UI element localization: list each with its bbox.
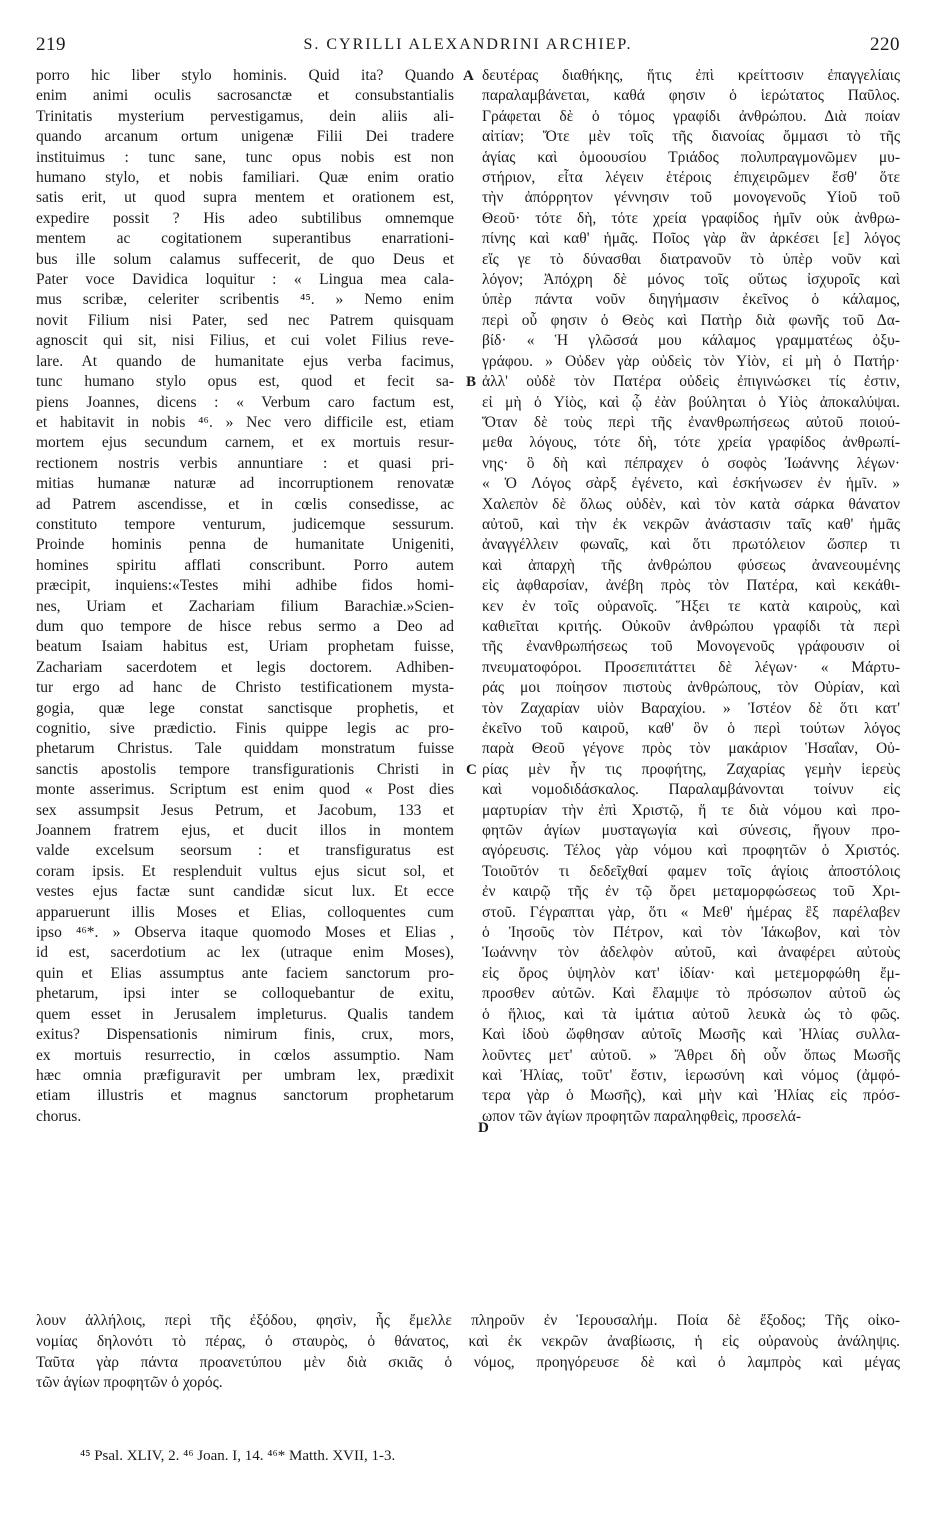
latin-text-line: nes, Uriam et Zachariam filium Barachiæ.»Scien-	[36, 597, 454, 615]
greek-text-line: παραλαμβάνεται, καθά φησιν ὁ ἱερώτατος Παῦλος.	[482, 87, 900, 105]
latin-text-line: apparuerunt illis Moses et Elias, colloquentes cum	[36, 903, 454, 921]
page-number-right: 220	[870, 34, 900, 55]
latin-text-line: quin et Elias assumptus ante faciem sanctorum pro-	[36, 964, 454, 982]
greek-text-line: Χαλεπὸν δὲ ὅλως οὐδὲν, καὶ τὸν κατὰ σάρκα θάνατον	[482, 495, 900, 513]
latin-text-line: cognitio, sive prædictio. Finis quippe legis ac pro-	[36, 720, 454, 737]
page-header	[36, 34, 900, 58]
latin-text-line: vestes ejus factæ sunt candidæ sicut lux. Et ecce	[36, 883, 454, 901]
latin-text-line: ad Patrem ascendisse, et in cœlis consedisse, ac	[36, 495, 454, 513]
latin-text-line: tunc humano stylo opus est, quod et fecit sa-	[36, 373, 454, 391]
latin-text-line: præcipit, inquiens:«Testes mihi adhibe fidos homi-	[36, 577, 454, 595]
latin-text-line: ex mortuis resurrectio, in cœlos assumptio. Nam	[36, 1046, 454, 1064]
greek-text-line: ράς μοι ποίησον πιστοὺς ἀνθρώπους, τὸν Οὐρίαν, καὶ	[482, 679, 900, 697]
latin-text-line: hæc omnia præfiguravit per umbram lex, prædixit	[36, 1066, 454, 1084]
greek-text-line: ἁγίας καὶ ὁμοουσίου Τριάδος πολυπραγμονῶμεν μυ-	[482, 148, 900, 166]
greek-text-line: περὶ οὗ φησιν ὁ Θεὸς καὶ Πατὴρ διὰ φωνῆς τοῦ Δα-	[482, 311, 900, 329]
latin-text-line: beatum Isaiam habitus est, Uriam prophetam fuisse,	[36, 638, 454, 656]
greek-text-line: πνευματοφόροι. Προσεπιτάττει δὲ λέγων· « Μάρτυ-	[482, 658, 900, 676]
latin-text-line: satis erit, ut quod supra mentem et orationem est,	[36, 189, 454, 207]
greek-text-line: Τοιοῦτόν τι δεδεῖχθαί φαμεν τοῖς ἁγίοις ἀποστόλοις	[482, 862, 900, 880]
greek-text-line: προσθεν αὐτῶν. Καὶ ἔλαμψε τὸ πρόσωπον αὐτοῦ ὡς	[482, 985, 900, 1003]
page-number-left: 219	[36, 34, 66, 55]
bottom-text-line: νομίας δηλονότι τὸ πέρας, ὁ σταυρὸς, ὁ θάνατος, καὶ ἐκ νεκρῶν ἀναβίωσις, ἡ εἰς οὐρανοὺς ἀνάληψις.	[36, 1332, 900, 1350]
latin-text-line: porro hic liber stylo hominis. Quid ita? Quando	[36, 67, 454, 84]
latin-text-line: enim animi oculis sacrosanctæ et consubstantialis	[36, 87, 454, 105]
margin-marker-a: A	[463, 68, 474, 84]
bottom-greek-block	[36, 1311, 900, 1394]
latin-text-line: instituimus : tunc sane, tunc opus nobis est non	[36, 148, 454, 166]
latin-text-line: mentem ac cogitationem superantibus enarrationi-	[36, 230, 454, 248]
greek-text-line: « Ὁ Λόγος σὰρξ ἐγένετο, καὶ ἐσκήνωσεν ἐν ἡμῖν. »	[482, 475, 900, 493]
latin-text-line: Proinde hominis penna de humanitate Unigeniti,	[36, 536, 454, 554]
latin-text-line: novit Filium nisi Pater, sed nec Patrem quisquam	[36, 311, 454, 329]
greek-text-line: γράφου. » Οὐδεν γὰρ οὐδεὶς τὸν Υἱὸν, εἰ μὴ ὁ Πατήρ·	[482, 352, 900, 370]
greek-text-line: Καὶ ἰδοὺ ὤφθησαν αὐτοῖς Μωσῆς καὶ Ἠλίας συλλα-	[482, 1026, 900, 1044]
greek-text-line: νης· ὃ δὴ καὶ πέπραχεν ὁ σοφὸς Ἰωάννης λέγων·	[482, 454, 900, 472]
latin-text-line: exitus? Dispensationis nimirum finis, crux, mors,	[36, 1026, 454, 1044]
greek-text-line: ὁ ἥλιος, καὶ τὰ ἱμάτια αὐτοῦ λευκὰ ὡς τὸ φῶς.	[482, 1005, 900, 1023]
greek-text-line: Θεοῦ· τότε δὴ, τότε χρεία γραφίδος ἡμῖν οὐκ ἀνθρω-	[482, 209, 900, 227]
greek-column	[482, 66, 900, 1127]
latin-text-line: Zachariam sacerdotem et legis doctorem. Adhiben-	[36, 658, 454, 676]
bottom-text-line: Ταῦτα γὰρ πάντα προανετύπου μὲν διὰ σκιᾶς ὁ νόμος, προηγόρευσε δὲ καὶ ὁ λαμπρὸς καὶ μέγας	[36, 1353, 900, 1371]
latin-text-line: piens Joannes, dicens : « Verbum caro factum est,	[36, 393, 454, 411]
greek-text-line: αἰτίαν; Ὅτε μὲν τοῖς τῆς διανοίας ὄμμασι τὸ τῆς	[482, 128, 900, 146]
latin-text-line: Pater voce Davidica loquitur : « Lingua mea cala-	[36, 271, 454, 289]
footnotes: ⁴⁵ Psal. XLIV, 2. ⁴⁶ Joan. I, 14. ⁴⁶* Matth. XVII, 1-3.	[80, 1448, 396, 1464]
greek-text-line: παρὰ Θεοῦ γέγονε πρὸς τὸν μακάριον Ἡσαΐαν, Οὐ-	[482, 740, 900, 758]
greek-text-line: φητῶν ἁγίων μυσταγωγία καὶ σύνεσις, ἤγουν προ-	[482, 822, 900, 840]
greek-text-line: κεν ἐν τοῖς οὐρανοῖς. Ἥξει τε κατὰ καιροὺς, καὶ	[482, 597, 900, 615]
greek-text-line: εἰς ἀφθαρσίαν, ἀνέβη πρὸς τὸν Πατέρα, καὶ κεκάθι-	[482, 577, 900, 595]
latin-text-line: chorus.	[36, 1107, 82, 1125]
greek-text-line: τερα γὰρ ὁ Μωσῆς), καὶ μὴν καὶ Ἠλίας εἰς πρόσ-	[482, 1087, 900, 1105]
latin-text-line: valde excelsum seorsum : et transfiguratus est	[36, 842, 454, 860]
greek-text-line: στήριον, εἶτα λέγειν ἑτέροις ἐπιχειρῶμεν ἔσθ' ὅτε	[482, 169, 900, 187]
greek-text-line: καθιεῖται κριτής. Οὐκοῦν ἀνθρώπου γραφίδι τὰ περὶ	[482, 617, 900, 635]
greek-text-line: Ὅταν δὲ τοὺς περὶ τῆς ἐνανθρωπήσεως αὐτοῦ ποιού-	[482, 413, 900, 431]
greek-text-line: καὶ ἀπαρχὴ τῆς ἀνθρώπου φύσεως ἀνανεουμένης	[482, 556, 900, 574]
latin-text-line: rectionem nostris verbis annuntiare : et quasi pri-	[36, 454, 454, 472]
latin-text-line: humano stylo, et nobis familiari. Quæ enim oratio	[36, 169, 454, 187]
greek-text-line: μαρτυρίαν τὴν ἐπὶ Χριστῷ, ἥ τε διὰ νόμου καὶ προ-	[482, 801, 900, 819]
greek-text-line: αγόρευσις. Τέλος γὰρ νόμου καὶ προφητῶν ὁ Χριστός.	[482, 842, 900, 860]
latin-text-line: expedire possit ? His adeo subtilibus omnemque	[36, 209, 454, 227]
greek-text-line: στοῦ. Γέγραπται γὰρ, ὅτι « Μεθ' ἡμέρας ἓξ παρέλαβεν	[482, 903, 900, 921]
latin-text-line: Joannem fratrem ejus, et ducit illos in montem	[36, 822, 454, 840]
latin-text-line: mus scribæ, celeriter scribentis ⁴⁵. » Nemo enim	[36, 291, 454, 309]
latin-text-line: phetarum, ipsi inter se colloquebantur de exitu,	[36, 985, 454, 1003]
latin-text-line: monte asserimus. Scriptum est enim quod « Post dies	[36, 781, 454, 799]
greek-text-line: ἀναγγέλλειν φωναῖς, καὶ ὅτι πρωτόλειον ὥσπερ τι	[482, 536, 900, 554]
greek-text-line: πίνης καὶ καθ' ἡμᾶς. Ποῖος γὰρ ἂν ἀρκέσει [ε] λόγος	[482, 230, 900, 248]
greek-text-line: ἐν καιρῷ τῆς ἐν τῷ ὄρει μεταμορφώσεως τοῦ Χρι-	[482, 883, 900, 901]
greek-text-line: τὴν ἀπόρρητον γέννησιν τοῦ μονογενοῦς Υἱοῦ τοῦ	[482, 189, 900, 207]
greek-text-line: εἰς ὄρος ὑψηλὸν κατ' ἰδίαν· καὶ μετεμορφώθη ἔμ-	[482, 964, 900, 982]
margin-marker-d: D	[478, 1120, 489, 1136]
margin-marker-b: B	[466, 374, 477, 390]
latin-text-line: coram ipsis. Et resplenduit vultus ejus sicut sol, et	[36, 862, 454, 880]
latin-text-line: quando arcanum ortum unigenæ Filii Dei tradere	[36, 128, 454, 146]
latin-text-line: sanctis apostolis tempore transfigurationis Christi in	[36, 760, 454, 778]
latin-text-line: etiam illustris et magnus sanctorum prophetarum	[36, 1087, 454, 1105]
greek-text-line: μεθα λόγους, τότε δὴ, τότε χρεία γραφίδος ἀνθρωπί-	[482, 434, 900, 452]
latin-text-line: quem esset in Jerusalem impleturus. Qualis tandem	[36, 1005, 454, 1023]
bottom-text-line: τῶν ἁγίων προφητῶν ὁ χορός.	[36, 1374, 223, 1392]
greek-text-line: εἰ μὴ ὁ Υἱὸς, καὶ ᾧ ἐὰν βούληται ὁ Υἱὸς ἀποκαλύψαι.	[482, 393, 900, 411]
greek-text-line: καὶ νομοδιδάσκαλος. Παραλαμβάνονται τοίνυν εἰς	[482, 781, 900, 799]
bottom-text-line: λουν ἀλλήλοις, περὶ τῆς ἐξόδου, φησὶν, ἧς ἔμελλε πληροῦν ἐν Ἱερουσαλήμ. Ποία δὲ ἔξοδος; Τῆς οἰκο-	[36, 1312, 900, 1329]
greek-text-line: βίδ· « Ἡ γλῶσσά μου κάλαμος γραμματέως ὀξυ-	[482, 332, 900, 350]
greek-text-line: Γράφεται δὲ ὁ τόμος γραφίδι ἀνθρώπου. Διὰ ποίαν	[482, 107, 900, 125]
greek-text-line: τῆς ἐνανθρωπήσεως τοῦ Μονογενοῦς γράφουσιν οἱ	[482, 638, 900, 656]
latin-text-line: mortem ejus secundum carnem, et ex mortuis resur-	[36, 434, 454, 452]
latin-text-line: lare. At quando de humanitate ejus verba facimus,	[36, 352, 454, 370]
latin-column	[36, 66, 454, 1127]
greek-text-line: Ἰωάννην τὸν ἀδελφὸν αὐτοῦ, καὶ ἀναφέρει αὐτοὺς	[482, 944, 900, 962]
latin-text-line: tur ergo ad hanc de Christo testificationem mysta-	[36, 679, 454, 697]
greek-text-line: ἐκεῖνο τοῦ καιροῦ, καθ' ὃν ὁ περὶ τούτων λόγος	[482, 720, 900, 737]
margin-marker-c: C	[466, 762, 477, 778]
latin-text-line: Trinitatis mysterium pervestigamus, dein aliis ali-	[36, 107, 454, 125]
greek-text-line: δευτέρας διαθήκης, ἥτις ἐπὶ κρείττοσιν ἐπαγγελίαις	[482, 67, 900, 84]
latin-text-line: id est, sacerdotium ac lex (utraque enim Moses),	[36, 944, 454, 962]
latin-text-line: ipso ⁴⁶*. » Observa itaque quomodo Moses et Elias ,	[36, 924, 454, 942]
latin-text-line: et habitavit in nobis ⁴⁶. » Nec vero difficile est, etiam	[36, 413, 454, 431]
greek-text-line: λόγον; Ἀπόχρη δὲ μόνος τοῖς οὕτως ἰσχυροῖς καὶ	[482, 271, 900, 289]
greek-text-line: καὶ Ἠλίας, τοῦτ' ἔστιν, ἱερωσύνη καὶ νόμος (ἀμφό-	[482, 1066, 900, 1084]
latin-text-line: constituto tempore venturum, judicemque sessurum.	[36, 515, 454, 533]
latin-text-line: gogia, quæ lege constat sanctisque prophetis, et	[36, 699, 454, 717]
greek-text-line: τὸν Ζαχαρίαν υἱὸν Βαραχίου. » Ἰστέον δὲ ὅτι κατ'	[482, 699, 900, 717]
latin-text-line: mitias humanæ naturæ ad incorruptionem renovatæ	[36, 475, 454, 493]
greek-text-line: ρίας μὲν ἦν τις προφήτης, Ζαχαρίας γεμὴν ἱερεὺς	[482, 760, 900, 778]
running-title: S. CYRILLI ALEXANDRINI ARCHIEP.	[303, 36, 633, 53]
greek-text-line: αὐτοῦ, καὶ τὴν ἐκ νεκρῶν ἀνάστασιν ταῖς καθ' ἡμᾶς	[482, 515, 900, 533]
latin-text-line: sex assumpsit Jesus Petrum, et Jacobum, 133 et	[36, 801, 454, 819]
greek-text-line: ὑπὲρ πάντα νοῦν διηγήμασιν ἐκεῖνος ὁ κάλαμος,	[482, 291, 900, 309]
latin-text-line: homines spiritu afflati conscribunt. Porro autem	[36, 556, 454, 574]
latin-text-line: agnoscit qui sit, nisi Filius, et cui volet Filius reve-	[36, 332, 454, 350]
greek-text-line: ὁ Ἰησοῦς τὸν Πέτρον, καὶ τὸν Ἰάκωβον, καὶ τὸν	[482, 924, 900, 942]
greek-text-line: εἴς γε τὸ δύνασθαι διατρανοῦν τὸ ὑπὲρ νοῦν καὶ	[482, 250, 900, 268]
greek-text-line: ωπον τῶν ἁγίων προφητῶν παραληφθεὶς, προσελά-	[482, 1107, 802, 1125]
latin-text-line: phetarum Christus. Tale quiddam monstratum fuisse	[36, 740, 454, 758]
greek-text-line: ἀλλ' οὐδὲ τὸν Πατέρα οὐδεὶς ἐπιγινώσκει τίς ἐστιν,	[482, 373, 900, 391]
latin-text-line: dum quo tempore de hisce rebus sermo a Deo ad	[36, 617, 454, 635]
latin-text-line: bus ille solum calamus suffecerit, de quo Deus et	[36, 250, 454, 268]
greek-text-line: λοῦντες μετ' αὐτοῦ. » Ἄθρει δὴ οὖν ὅπως Μωσῆς	[482, 1046, 900, 1064]
